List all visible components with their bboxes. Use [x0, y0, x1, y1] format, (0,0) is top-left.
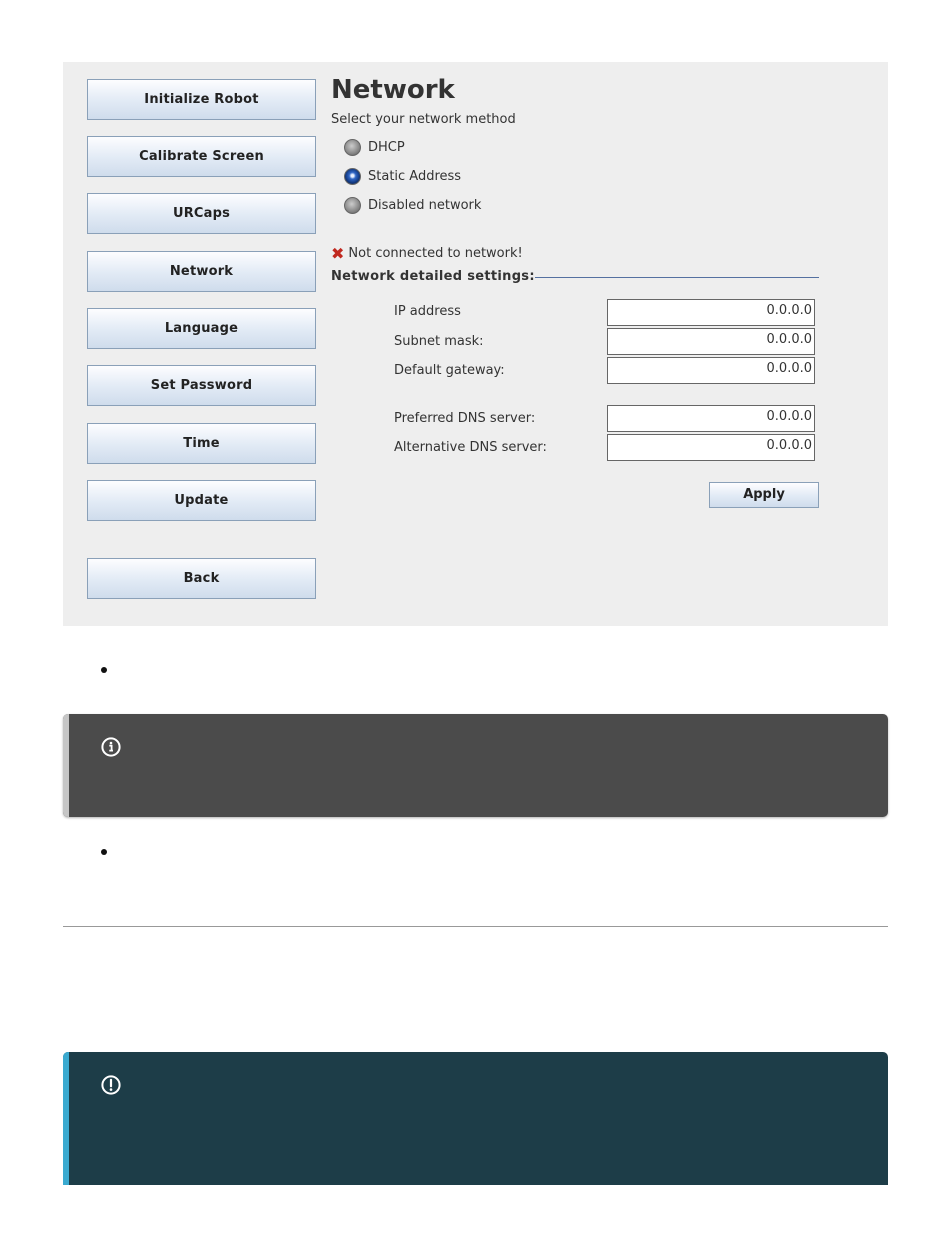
preferred-dns-label: Preferred DNS server:: [394, 411, 536, 426]
subnet-mask-label: Subnet mask:: [394, 334, 484, 349]
static-address-label: Static Address: [368, 169, 462, 184]
settings-panel: [63, 62, 888, 626]
list-bullet: [101, 849, 107, 855]
info-icon: [101, 737, 121, 757]
info-note-box: [63, 714, 888, 817]
radio-dot-dhcp[interactable]: [344, 139, 361, 156]
exclamation-icon: [101, 1075, 121, 1095]
alternative-dns-input[interactable]: 0.0.0.0: [607, 434, 815, 461]
section-divider: [535, 277, 819, 278]
default-gateway-label: Default gateway:: [394, 363, 505, 378]
disabled-network-label: Disabled network: [368, 198, 482, 213]
calibrate-screen-button[interactable]: Calibrate Screen: [87, 136, 316, 177]
network-button[interactable]: Network: [87, 251, 316, 292]
alternative-dns-label: Alternative DNS server:: [394, 440, 547, 455]
dhcp-radio[interactable]: [344, 139, 405, 156]
back-button[interactable]: Back: [87, 558, 316, 599]
ip-address-input[interactable]: 0.0.0.0: [607, 299, 815, 326]
default-gateway-input[interactable]: 0.0.0.0: [607, 357, 815, 384]
page-title: Network: [331, 75, 455, 105]
connection-status-text: Not connected to network!: [348, 246, 523, 261]
radio-dot-disabled-network[interactable]: [344, 197, 361, 214]
language-button[interactable]: Language: [87, 308, 316, 349]
list-bullet: [101, 667, 107, 673]
connection-status: [331, 243, 523, 263]
error-x-icon: ✖: [331, 243, 345, 263]
preferred-dns-input[interactable]: 0.0.0.0: [607, 405, 815, 432]
warning-accent-bar: [63, 1052, 69, 1185]
initialize-robot-button[interactable]: Initialize Robot: [87, 79, 316, 120]
apply-button[interactable]: Apply: [709, 482, 819, 508]
set-password-button[interactable]: Set Password: [87, 365, 316, 406]
static-address-radio[interactable]: [344, 168, 461, 185]
horizontal-rule: [63, 926, 888, 927]
disabled-network-radio[interactable]: [344, 197, 481, 214]
urcaps-button[interactable]: URCaps: [87, 193, 316, 234]
ip-address-label: IP address: [394, 304, 461, 319]
note-accent-bar: [63, 714, 69, 817]
warning-note-box: [63, 1052, 888, 1185]
radio-dot-static-address[interactable]: [344, 168, 361, 185]
dhcp-label: DHCP: [368, 140, 405, 155]
detailed-settings-heading: Network detailed settings:: [331, 269, 535, 284]
time-button[interactable]: Time: [87, 423, 316, 464]
update-button[interactable]: Update: [87, 480, 316, 521]
network-method-prompt: Select your network method: [331, 112, 516, 127]
subnet-mask-input[interactable]: 0.0.0.0: [607, 328, 815, 355]
